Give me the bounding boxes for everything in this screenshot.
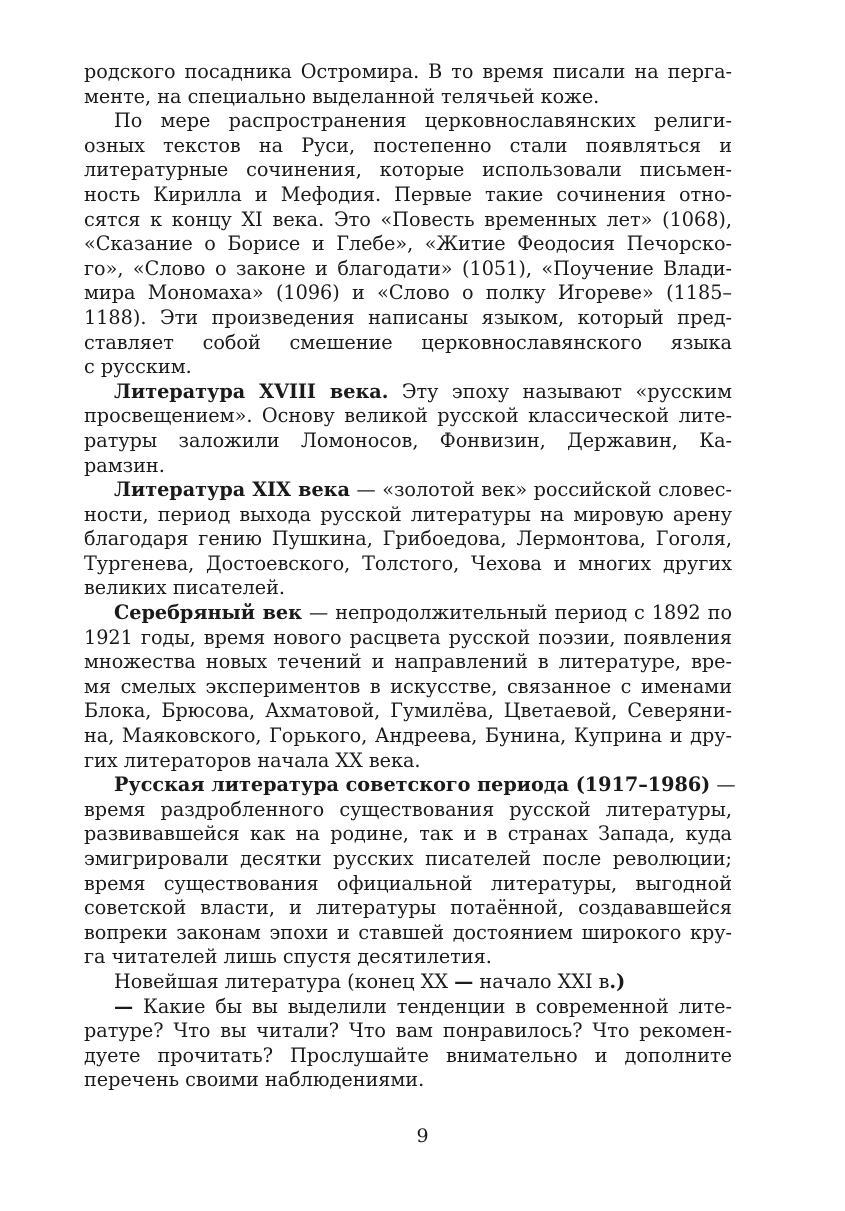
text-line: го», «Слово о законе и благодати» (1051), «Поучение Влади-: [84, 256, 732, 280]
paragraph-church-slavonic-texts: [84, 109, 732, 380]
paragraph-ostromir-continuation: [84, 60, 732, 109]
paragraph-18th-century: [84, 380, 732, 478]
section-heading-silver-age: Серебряный век: [114, 601, 302, 625]
text-line: [84, 773, 736, 798]
text-line: эмигрировали десятки русских писателей после революции;: [84, 847, 732, 870]
em-dash: —: [454, 969, 474, 993]
text-line: [84, 970, 732, 995]
text-run: Эту эпоху называют «русским: [388, 379, 733, 403]
text-line: время раздробленного существования русской литературы,: [84, 797, 732, 821]
book-page-text: [84, 60, 736, 1093]
text-line: Тургенева, Достоевского, Толстого, Чехова и многих других: [84, 551, 732, 575]
paragraph-silver-age: [84, 601, 732, 773]
text-run: Какие бы вы выделили тенденции в современной лите-: [133, 994, 732, 1018]
text-line: мира Мономаха» (1096) и «Слово о полку Игореве» (1185–: [84, 281, 732, 305]
paragraph-discussion-question: [84, 995, 732, 1093]
text-line: ратуре? Что вы читали? Что вам понравилось? Что рекомен-: [84, 1019, 732, 1043]
text-line: советской власти, и литературы потаённой, создававшейся: [84, 896, 732, 920]
text-line: великих писателей.: [84, 576, 286, 600]
text-line: время существования официальной литературы, выгодной: [84, 871, 732, 895]
text-run: начало XXI в: [473, 969, 610, 993]
paragraph-newest-literature: [84, 970, 732, 995]
text-line: ратуры заложили Ломоносов, Фонвизин, Державин, Ка-: [84, 428, 732, 452]
text-line: гих литераторов начала XX века.: [84, 748, 421, 772]
text-line: с русским.: [84, 355, 192, 379]
text-line: [84, 601, 732, 626]
text-line: ность Кирилла и Мефодия. Первые такие сочинения отно-: [84, 182, 732, 206]
text-line: [84, 380, 732, 405]
text-line: родского посадника Остромира. В то время писали на перга-: [84, 60, 732, 83]
page-number: 9: [416, 1125, 429, 1147]
text-run: —: [710, 773, 736, 797]
text-line: мя смелых экспериментов в искусстве, связанное с именами: [84, 674, 732, 698]
text-line: ности, период выхода русской литературы на мировую арену: [84, 502, 732, 526]
text-line: сятся к концу XI века. Это «Повесть временных лет» (1068),: [84, 207, 732, 231]
text-line: множества новых течений и направлений в литературе, вре-: [84, 650, 732, 674]
text-line: [84, 995, 732, 1020]
text-run: Новейшая литература (конец XX: [114, 969, 455, 993]
text-line: озных текстов на Руси, постепенно стали появляться и: [84, 133, 732, 157]
section-heading-18th-century: Литература XVIII века.: [114, 379, 389, 403]
text-line: благодаря гению Пушкина, Грибоедова, Лермонтова, Гоголя,: [84, 527, 732, 551]
text-line: просвещением». Основу великой русской классической лите-: [84, 404, 732, 428]
section-heading-19th-century: Литература XIX века: [114, 478, 350, 502]
section-heading-soviet-period: Русская литература советского периода (1917–1986): [114, 773, 711, 797]
text-line: перечень своими наблюдениями.: [84, 1068, 425, 1092]
text-line: литературные сочинения, которые использовали письмен-: [84, 158, 732, 182]
text-line: 1921 годы, время нового расцвета русской поэзии, появления: [84, 625, 732, 649]
text-line: вопреки законам эпохи и ставшей достоянием широкого кру-: [84, 920, 732, 944]
text-line: По мере распространения церковнославянских религи-: [114, 109, 732, 133]
text-line: ставляет собой смешение церковнославянского языка: [84, 330, 732, 354]
text-line: развивавшейся как на родине, так и в странах Запада, куда: [84, 822, 732, 846]
paragraph-19th-century: [84, 478, 732, 601]
text-line: менте, на специально выделанной телячьей коже.: [84, 84, 600, 108]
text-run: — непродолжительный период с 1892 по: [302, 601, 732, 625]
text-line: рамзин.: [84, 453, 165, 477]
text-run: — «золотой век» российской словес-: [349, 478, 732, 502]
paragraph-soviet-period: [84, 773, 736, 970]
text-line: Блока, Брюсова, Ахматовой, Гумилёва, Цветаевой, Северяни-: [84, 699, 732, 723]
text-line: га читателей лишь спустя десятилетия.: [84, 945, 492, 969]
text-line: 1188). Эти произведения написаны языком, который пред-: [84, 305, 732, 329]
text-line: «Сказание о Борисе и Глебе», «Житие Феодосия Печорско-: [84, 232, 732, 256]
text-line: дуете прочитать? Прослушайте внимательно и дополните: [84, 1043, 732, 1067]
em-dash: —: [114, 994, 134, 1018]
text-line: на, Маяковского, Горького, Андреева, Бунина, Куприна и дру-: [84, 724, 732, 748]
closing-punctuation: .): [609, 969, 626, 993]
text-line: [84, 478, 732, 503]
